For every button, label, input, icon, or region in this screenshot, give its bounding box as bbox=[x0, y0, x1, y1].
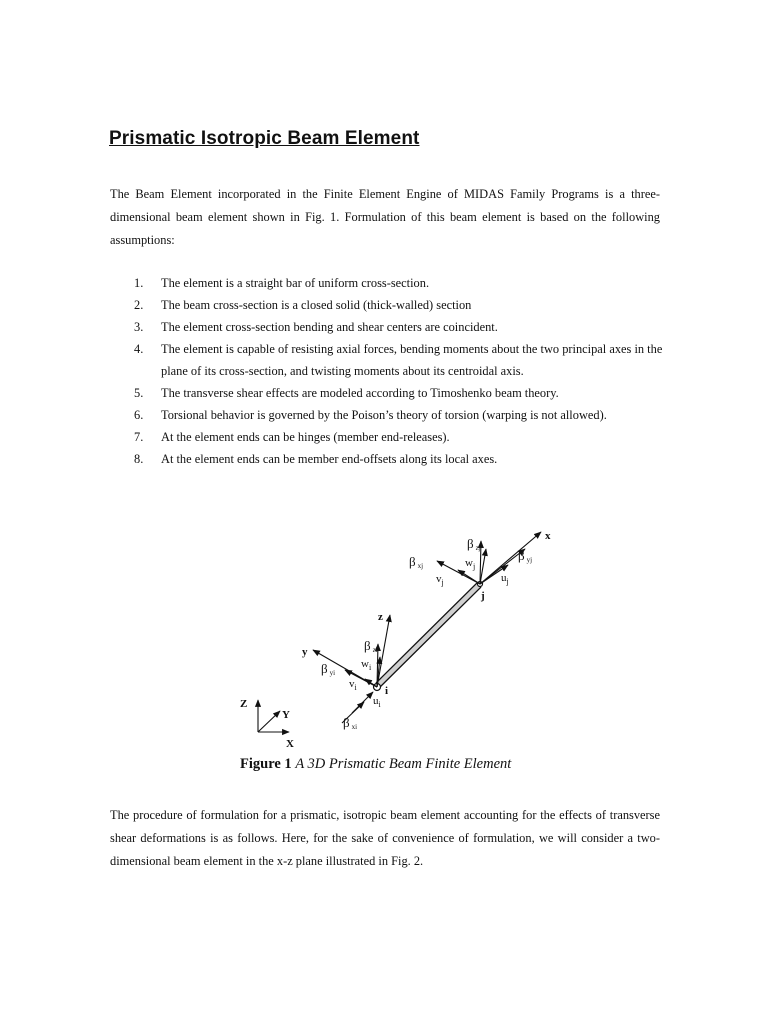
assumptions-list bbox=[110, 272, 665, 470]
list-text: The transverse shear effects are modeled according to Timoshenko beam theory. bbox=[161, 386, 559, 400]
list-number: 6. bbox=[134, 408, 144, 422]
node-j-arrows bbox=[437, 532, 541, 584]
page-title: Prismatic Isotropic Beam Element bbox=[109, 128, 420, 149]
list-item bbox=[110, 316, 665, 338]
list-text: The element cross-section bending and shear centers are coincident. bbox=[161, 320, 498, 334]
list-number: 8. bbox=[134, 452, 144, 466]
beta-zj-label: βzj bbox=[467, 536, 481, 552]
beam-bar bbox=[378, 585, 479, 685]
list-text: The element is capable of resisting axial forces, bending moments about the two principal axes in the plane of its cross-section, and twisting moments about its centroidal axis. bbox=[161, 342, 663, 378]
axis-x-label: x bbox=[545, 530, 551, 542]
global-x-label: X bbox=[286, 738, 294, 750]
list-item bbox=[110, 404, 665, 426]
list-number: 2. bbox=[134, 298, 144, 312]
beta-yj-label: βyj bbox=[518, 548, 533, 564]
outro-paragraph: The procedure of formulation for a prismatic, isotropic beam element accounting for the effects of transverse shear deformations is as follows. Here, for the sake of convenience of formulation, we will consider a two-dimensional beam element in the x-z plane illustrated in Fig. 2. bbox=[110, 808, 660, 868]
list-text: At the element ends can be hinges (member end-releases). bbox=[161, 430, 450, 444]
intro-paragraph: The Beam Element incorporated in the Finite Element Engine of MIDAS Family Programs is a three-dimensional beam element shown in Fig. 1. Formulation of this beam element is based on the following assumptions: bbox=[110, 187, 660, 247]
global-z-label: Z bbox=[240, 698, 248, 710]
axis-y-label: y bbox=[302, 646, 308, 658]
vi-label: $v_i$ bbox=[349, 678, 357, 692]
list-text: The beam cross-section is a closed solid (thick-walled) section bbox=[161, 298, 472, 312]
list-number: 7. bbox=[134, 430, 144, 444]
list-item bbox=[110, 382, 665, 404]
beta-xj-label: βxj bbox=[409, 554, 424, 570]
list-text: The element is a straight bar of uniform cross-section. bbox=[161, 276, 430, 290]
wj-label: $w_j$ bbox=[465, 557, 476, 571]
node-i-label: i bbox=[385, 685, 389, 697]
list-number: 4. bbox=[134, 342, 144, 356]
uj-label: $u_j$ bbox=[501, 572, 509, 586]
list-number: 3. bbox=[134, 320, 144, 334]
wi-label: $w_i$ bbox=[361, 658, 372, 672]
list-item bbox=[110, 448, 665, 470]
list-item bbox=[110, 294, 665, 316]
figure-caption-text: A 3D Prismatic Beam Finite Element bbox=[295, 756, 512, 772]
node-j-label: j bbox=[481, 590, 485, 602]
figure-caption bbox=[240, 756, 511, 773]
ui-label: $u_i$ bbox=[373, 695, 381, 709]
list-number: 5. bbox=[134, 386, 144, 400]
beta-zi-label: βzi bbox=[364, 638, 378, 654]
list-text: Torsional behavior is governed by the Poison’s theory of torsion (warping is not allowed). bbox=[161, 408, 607, 422]
axis-z-label: z bbox=[378, 611, 383, 623]
vj-label: $v_j$ bbox=[436, 573, 444, 587]
beam-element-diagram bbox=[225, 515, 565, 755]
beta-xi-label: βxi bbox=[343, 715, 358, 731]
list-item bbox=[110, 338, 665, 382]
list-text: At the element ends can be member end-offsets along its local axes. bbox=[161, 452, 498, 466]
beam-element-figure bbox=[225, 515, 565, 755]
list-number: 1. bbox=[134, 276, 144, 290]
figure-caption-label: Figure 1 bbox=[240, 756, 292, 772]
list-item bbox=[110, 426, 665, 448]
global-y-label: Y bbox=[282, 709, 290, 721]
list-item bbox=[110, 272, 665, 294]
beta-yi-label: βyi bbox=[321, 661, 336, 677]
